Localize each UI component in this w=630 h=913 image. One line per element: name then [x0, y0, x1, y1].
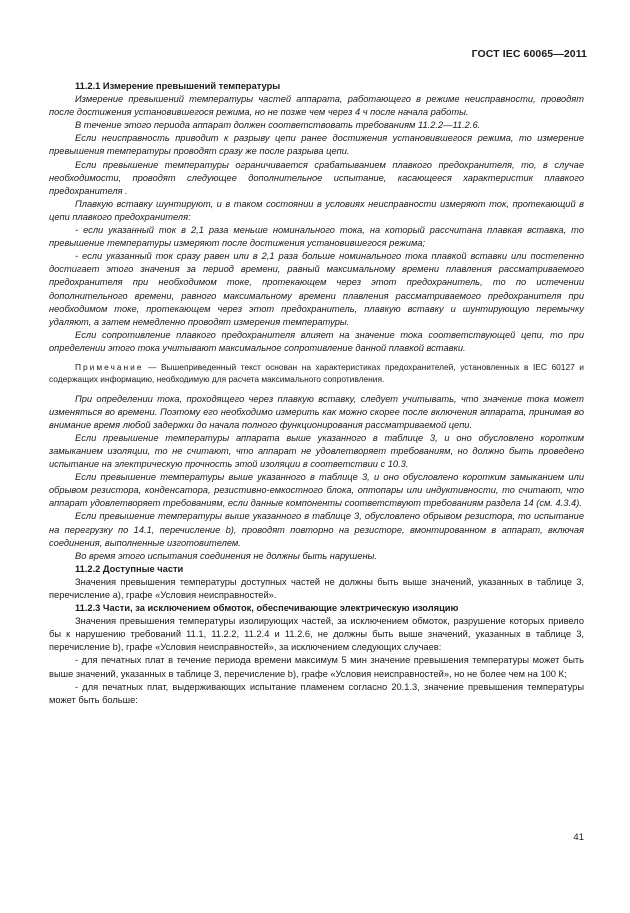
list-item: - если указанный ток сразу равен или в 2,1 раза больше номинального тока плавкой вставки или постепенно достигает этого значения за период времени, равный максимальному времени плавления рассматриваемого предохранителя при необходимом токе, протекающем через этот предохранитель, то по истечении дополнительного времени, равного максимальному времени плавления рассматриваемого предохранителя при необходимом токе, протекающем через этот предохранитель, плавкую вставку и шунтирующую перемычку удаляют, а затем немедленно проводят измерения температуры. [49, 251, 584, 327]
paragraph: Если неисправность приводит к разрыву цепи ранее достижения установившегося режима, то измерение превышения температуры проводят сразу же после разрыва цепи. [49, 133, 584, 157]
paragraph: Если превышение температуры аппарата выше указанного в таблице 3, и оно обусловлено коротким замыканием изоляции, то не считают, что аппарат не удовлетворяет требованиям, но должно быть проведено испытание на электрическую прочность этой изоляции в соответствии с 10.3. [49, 432, 584, 470]
section-heading: 11.2.2 Доступные части [75, 563, 184, 574]
paragraph: Если превышение температуры выше указанного в таблице 3, обусловлено обрывом резистора, то испытание на перегрузку по 14.1, перечисление b), проводят повторно на резисторе, вмонтированном в аппарат, включая соединения, выполненные изготовителем. [49, 511, 584, 548]
paragraph: Если превышение температуры ограничивается срабатыванием плавкого предохранителя, то, в случае необходимости, проводят следующее дополнительное испытание, касающееся характеристик плавкого предохранителя . [49, 159, 584, 196]
list-item: - для печатных плат, выдерживающих испытание пламенем согласно 20.1.3, значение превышения температуры может быть больше: [49, 681, 584, 705]
paragraph: В течение этого периода аппарат должен соответствовать требованиям 11.2.2—11.2.6. [75, 120, 481, 131]
section-heading: 11.2.3 Части, за исключением обмоток, обеспечивающие электрическую изоляцию [75, 603, 459, 614]
paragraph: Если сопротивление плавкого предохранителя влияет на значение тока соответствующей цепи, то при определении этого тока учитывают максимальное сопротивление данной плавкой вставки. [49, 329, 584, 353]
list-item: - для печатных плат в течение периода времени максимум 5 мин значение превышения температуры может быть выше значений, указанных в таблице 3, перечисление b), графе «Условия неисправностей», но не более чем на 100 К; [49, 655, 584, 679]
page-body [49, 80, 584, 707]
note [49, 362, 584, 386]
note-label: Примечание [75, 361, 144, 372]
note-text: — Вышеприведенный текст основан на характеристиках предохранителей, установленных в IEC 60127 и содержащих информацию, необходимую для расчета максимального сопротивления. [49, 361, 584, 384]
document-code: ГОСТ IEC 60065—2011 [471, 48, 587, 60]
list-item: - если указанный ток в 2,1 раза меньше номинального тока, на который рассчитана плавкая вставка, то превышение температуры измеряют после достижения установившегося режима; [49, 225, 584, 249]
paragraph: Если превышение температуры выше указанного в таблице 3, и оно обусловлено коротким замыканием или обрывом резистора, конденсатора, резистивно-емкостного блока, оптопары или индуктивности, то считают, что аппарат удовлетворяет требованиям, если данные компоненты соответствуют требованиям раздела 14 (см. 4.3.4). [49, 472, 584, 509]
section-heading: 11.2.1 Измерение превышений температуры [75, 81, 281, 91]
paragraph: Измерение превышений температуры частей аппарата, работающего в режиме неисправности, проводят после достижения установившегося режима, но не позже чем через 4 ч после начала работы. [49, 94, 584, 118]
paragraph: При определении тока, проходящего через плавкую вставку, следует учитывать, что значение тока может изменяться во времени. Поэтому его необходимо измерить как можно скорее после включения аппарата, принимая во внимание время любой задержки до начала полного функционирования рассматриваемой цепи. [49, 393, 584, 430]
paragraph: Значения превышения температуры изолирующих частей, за исключением обмоток, разрушение которых привело бы к нарушению требований 11.1, 11.2.2, 11.2.4 и 11.2.6, не должны быть выше значений, указанных в таблице 3, перечисление b), графе «Условия неисправностей», за исключением следующих случаев: [49, 616, 584, 653]
page-number: 41 [573, 832, 584, 843]
paragraph: Значения превышения температуры доступных частей не должны быть выше значений, указанных в таблице 3, перечисление а), графе «Условия неисправностей». [49, 576, 584, 600]
paragraph: Плавкую вставку шунтируют, и в таком состоянии в условиях неисправности измеряют ток, протекающий в цепи плавкого предохранителя: [49, 198, 584, 222]
paragraph: Во время этого испытания соединения не должны быть нарушены. [75, 550, 377, 561]
